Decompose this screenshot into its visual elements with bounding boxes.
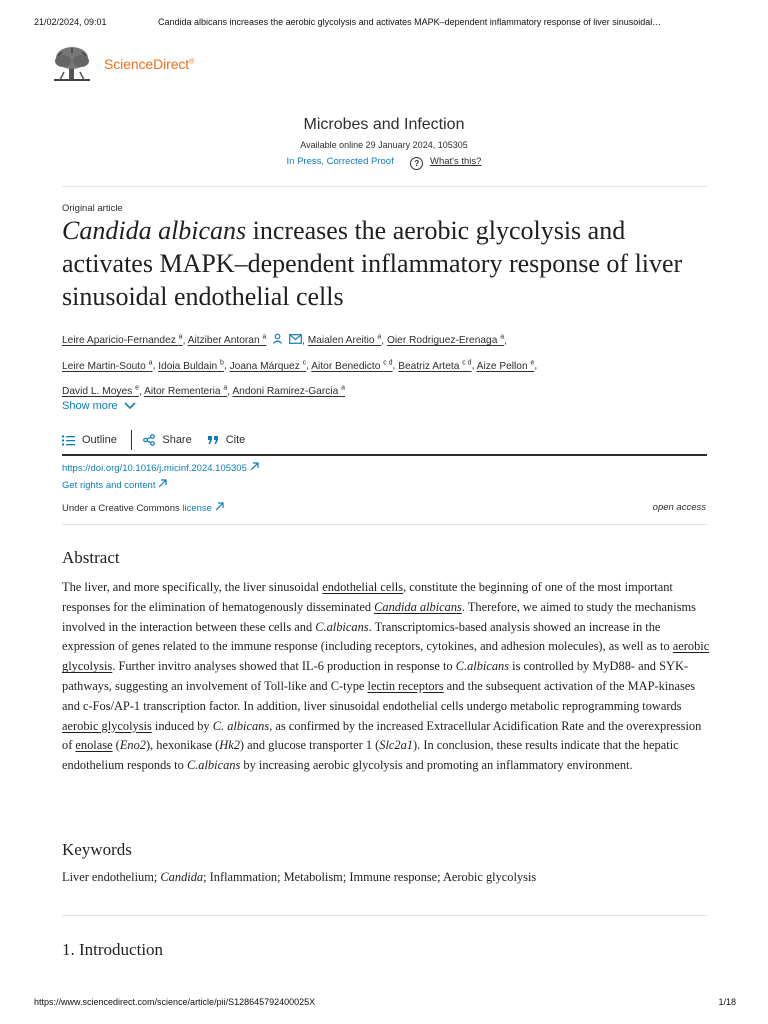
abstract-text: The liver, and more specifically, the liver sinusoidal endothelial cells, constitute the beginning of one of the most important responses for the elimination of hematogenously disseminated Candida albicans. Therefore, we aimed to study the mechanisms involved in the interaction between these cells and C.albicans. Transcriptomics-based analysis showed an increase in the expression of genes related to the immune response (including receptors, cytokines, and adhesion molecules), as well as to aerobic glycolysis. Further invitro analyses showed that IL-6 production in response to C.albicans is controlled by MyD88- and SYK-pathways, suggesting an involvement of Toll-like and C-type lectin receptors and the subsequent activation of the MAP-kinases and c-Fos/AP-1 transcription factor. In addition, liver sinusoidal endothelial cells undergo metabolic reprogramming towards aerobic glycolysis induced by C. albicans, as confirmed by the increased Extracellular Acidification Rate and the overexpression of enolase (Eno2), hexonikase (Hk2) and glucose transporter 1 (Slc2a1). In conclusion, these results indicate that the hepatic endothelium responds to C.albicans by increasing aerobic glycolysis and promoting an inflammatory environment.: [62, 580, 710, 773]
author-link[interactable]: Idoia Buldain $^b$: [158, 359, 224, 372]
external-link-icon: [158, 479, 167, 488]
keywords-heading: Keywords: [62, 840, 132, 859]
author-link[interactable]: Beatriz Arteta $^{c d}$: [398, 359, 472, 372]
glossary-link[interactable]: Candida albicans: [374, 599, 462, 614]
status-row: [0, 156, 768, 170]
divider: [62, 524, 707, 525]
author-link[interactable]: Aitor Benedicto $^{c d}$: [311, 359, 393, 372]
question-circle-icon[interactable]: ?: [410, 157, 423, 170]
cite-button[interactable]: [207, 434, 246, 446]
brand-name: ScienceDirect: [104, 56, 190, 72]
share-label: Share: [162, 434, 192, 446]
toolbar-underline: [62, 454, 707, 456]
title-rest: increases the aerobic glycolysis and activates MAPK–dependent inflammatory response of liver sinusoidal endothelial cells: [62, 216, 683, 311]
abstract-heading: Abstract: [62, 548, 120, 567]
author-list: Leire Aparicio-Fernandez $^a$, Aitziber Antoran $^a$ , Maialen Areitio $^a$, Oier Rodriguez-Erenaga $^a$, Leire Martin-Souto $^a$, Idoia Buldain $^b$, Joana Márquez $^c$, Aitor Benedicto $^{c d}$, Beatriz Arteta $^{c d}$, Aize Pellon $^e$, David L. Moyes $^e$, Aitor Rementeria $^a$, Andoni Ramirez-Garcia $^a$: [62, 334, 538, 398]
glossary-link[interactable]: enolase: [75, 738, 113, 753]
share-icon: [143, 434, 155, 446]
journal-name[interactable]: Microbes and Infection: [303, 116, 465, 133]
glossary-link[interactable]: aerobic glycolysis: [62, 639, 710, 674]
whats-this-link[interactable]: What's this?: [430, 156, 482, 167]
show-more-label: Show more: [62, 400, 118, 412]
article-type: Original article: [62, 203, 123, 214]
author-link[interactable]: Andoni Ramirez-Garcia $^a$: [232, 384, 345, 398]
article-title: [62, 214, 722, 313]
chevron-down-icon: [124, 402, 136, 410]
title-species: Candida albicans: [62, 216, 247, 245]
divider: [62, 186, 707, 187]
outline-button[interactable]: [62, 434, 117, 446]
author-link[interactable]: Aize Pellon $^e$: [476, 359, 535, 372]
print-page-number: 1/18: [718, 997, 736, 1007]
in-press-status[interactable]: In Press, Corrected Proof: [286, 156, 394, 167]
toolbar-separator: [131, 430, 133, 450]
open-access-label: open access: [652, 502, 706, 513]
rights-link[interactable]: Get rights and content: [62, 479, 167, 491]
quote-icon: [207, 435, 219, 445]
doi-link[interactable]: https://doi.org/10.1016/j.micinf.2024.105305: [62, 462, 259, 474]
outline-label: Outline: [82, 434, 117, 446]
print-doc-title: Candida albicans increases the aerobic glycolysis and activates MAPK–dependent inflammatory response of liver sinusoidal…: [158, 17, 662, 27]
article-toolbar: [62, 430, 245, 450]
email-icon[interactable]: [289, 334, 302, 344]
person-icon[interactable]: [272, 333, 283, 344]
author-link[interactable]: Oier Rodriguez-Erenaga $^a$: [386, 334, 505, 347]
introduction-heading: 1. Introduction: [62, 940, 164, 959]
author-link[interactable]: David L. Moyes $^e$: [62, 384, 139, 398]
external-link-icon: [250, 462, 259, 471]
license-line: [62, 502, 224, 514]
license-link[interactable]: license: [182, 503, 223, 514]
sciencedirect-logo[interactable]: [48, 44, 194, 84]
author-link[interactable]: Aitor Rementeria $^a$: [144, 384, 228, 398]
license-prefix: Under a Creative Commons: [62, 503, 183, 514]
glossary-link[interactable]: lectin receptors: [367, 678, 444, 693]
author-link[interactable]: Leire Martin-Souto $^a$: [62, 359, 153, 372]
show-more-button[interactable]: [62, 400, 136, 412]
print-url: https://www.sciencedirect.com/science/article/pii/S128645792400025X: [34, 997, 316, 1007]
brand-mark: ®: [189, 58, 195, 66]
elsevier-tree-icon: [48, 44, 96, 84]
glossary-link[interactable]: endothelial cells: [322, 580, 404, 594]
external-link-icon: [215, 502, 224, 511]
keywords-list: Liver endothelium; Candida; Inflammation; Metabolism; Immune response; Aerobic glycolysis: [62, 870, 537, 884]
author-link[interactable]: Maialen Areitio $^a$: [307, 334, 382, 347]
cite-label: Cite: [225, 434, 246, 446]
available-online: Available online 29 January 2024, 105305: [300, 140, 468, 150]
divider: [62, 915, 707, 916]
author-link[interactable]: Leire Aparicio-Fernandez $^a$: [62, 334, 183, 347]
print-date: 21/02/2024, 09:01: [34, 17, 107, 27]
author-link[interactable]: Joana Márquez $^c$: [229, 359, 307, 372]
author-link[interactable]: Aitziber Antoran $^a$: [187, 334, 267, 347]
list-icon: [62, 435, 75, 446]
share-button[interactable]: [143, 434, 191, 446]
glossary-link[interactable]: aerobic glycolysis: [62, 718, 152, 733]
